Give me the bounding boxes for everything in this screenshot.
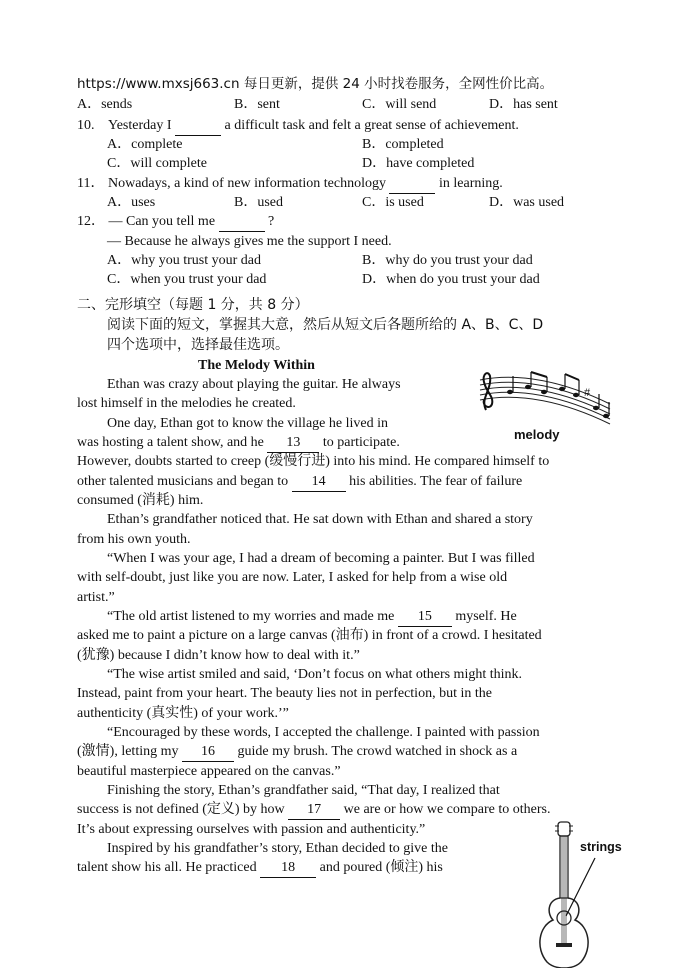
passage-line: Finishing the story, Ethan’s grandfather said, “That day, I realized that <box>107 783 500 798</box>
question-number: 12． <box>77 214 105 229</box>
header-line: https://www.mxsj663.cn 每日更新，提供 24 小时找卷服务，全网性价比高。 <box>77 76 554 92</box>
answer-blank <box>175 116 221 136</box>
q11-option-d: D．was used <box>489 195 565 210</box>
section-heading: 二、完形填空（每题 1 分，共 8 分） <box>77 297 309 313</box>
question-number: 10. <box>77 118 95 133</box>
passage-line: “Encouraged by these words, I accepted the challenge. I painted with passion <box>107 725 540 740</box>
passage-line: (犹豫) because I didn’t know how to deal with it.” <box>77 648 360 663</box>
q12-option-c: C．when you trust your dad <box>107 272 267 287</box>
q9-option-d: D．has sent <box>489 97 558 112</box>
passage-line: asked me to paint a picture on a large canvas (油布) in front of a crowd. I hesitated <box>77 628 542 643</box>
passage-line: Instead, paint from your heart. The beauty lies not in perfection, but in the <box>77 686 492 701</box>
section-instructions-1: 阅读下面的短文，掌握其大意，然后从短文后各题所给的 A、B、C、D <box>107 317 544 333</box>
q9-option-a: A．sends <box>77 97 133 112</box>
blank-13: 13 <box>267 433 319 453</box>
q10-stem: 10. Yesterday I a difficult task and felt a great sense of achievement. <box>77 116 519 136</box>
svg-text:#: # <box>584 387 591 399</box>
blank-17: 17 <box>288 800 340 820</box>
q9-option-c: C．will send <box>362 97 437 112</box>
passage-line: success is not defined (定义) by how 17 we are or how we compare to others. <box>77 800 550 820</box>
blank-18: 18 <box>260 858 316 878</box>
passage-line: talent show his all. He practiced 18 and poured (倾注) his <box>77 858 443 878</box>
melody-label: melody <box>514 427 560 442</box>
passage-line: other talented musicians and began to 14 his abilities. The fear of failure <box>77 472 522 492</box>
blank-14: 14 <box>292 472 346 492</box>
guitar-figure <box>525 818 625 968</box>
passage-line: One day, Ethan got to know the village he lived in <box>107 416 388 431</box>
passage-line: Ethan’s grandfather noticed that. He sat down with Ethan and shared a story <box>107 512 533 527</box>
blank-16: 16 <box>182 742 234 762</box>
q9-option-b: B．sent <box>234 97 280 112</box>
passage-line: from his own youth. <box>77 532 191 547</box>
q10-option-c: C．will complete <box>107 156 207 171</box>
strings-pointer <box>566 858 595 916</box>
passage-line: beautiful masterpiece appeared on the canvas.” <box>77 764 341 779</box>
q11-option-b: B．used <box>234 195 283 210</box>
passage-line: It’s about expressing ourselves with passion and authenticity.” <box>77 822 426 837</box>
passage-line: “The wise artist smiled and said, ‘Don’t focus on what others might think. <box>107 667 523 682</box>
passage-line: (激情), letting my 16 guide my brush. The crowd watched in shock as a <box>77 742 517 762</box>
q12-option-a: A．why you trust your dad <box>107 253 261 268</box>
blank-15: 15 <box>398 607 452 627</box>
passage-line: was hosting a talent show, and he 13 to participate. <box>77 433 400 453</box>
passage-line: authenticity (真实性) of your work.’” <box>77 706 289 721</box>
q12-option-d: D．when do you trust your dad <box>362 272 540 287</box>
passage-line: lost himself in the melodies he created. <box>77 396 296 411</box>
passage-line: Inspired by his grandfather’s story, Ethan decided to give the <box>107 841 448 856</box>
q11-option-c: C．is used <box>362 195 424 210</box>
section-instructions-2: 四个选项中，选择最佳选项。 <box>107 337 289 353</box>
q11-stem: 11． Nowadays, a kind of new information technology in learning. <box>77 174 503 194</box>
q12-reply: — Because he always gives me the support I need. <box>107 234 392 249</box>
q12-option-b: B．why do you trust your dad <box>362 253 533 268</box>
passage-line: However, doubts started to creep (缓慢行进) into his mind. He compared himself to <box>77 454 550 469</box>
strings-label: strings <box>580 840 622 854</box>
music-staff-illustration <box>480 372 610 424</box>
q10-option-b: B．completed <box>362 137 444 152</box>
passage-line: with self-doubt, just like you are now. Later, I asked for help from a wise old <box>77 570 508 585</box>
answer-blank <box>219 212 265 232</box>
passage-line: artist.” <box>77 590 115 605</box>
passage-line: consumed (消耗) him. <box>77 493 204 508</box>
q10-option-d: D．have completed <box>362 156 475 171</box>
q11-option-a: A．uses <box>107 195 156 210</box>
passage-line: “The old artist listened to my worries and made me 15 myself. He <box>107 607 517 627</box>
answer-blank <box>389 174 435 194</box>
passage-line: Ethan was crazy about playing the guitar. He always <box>107 377 401 392</box>
passage-line: “When I was your age, I had a dream of becoming a painter. But I was filled <box>107 551 535 566</box>
passage-title: The Melody Within <box>198 358 315 373</box>
melody-figure <box>470 368 615 444</box>
q10-option-a: A．complete <box>107 137 183 152</box>
question-number: 11． <box>77 176 105 191</box>
q12-stem: 12． — Can you tell me ? <box>77 212 274 232</box>
